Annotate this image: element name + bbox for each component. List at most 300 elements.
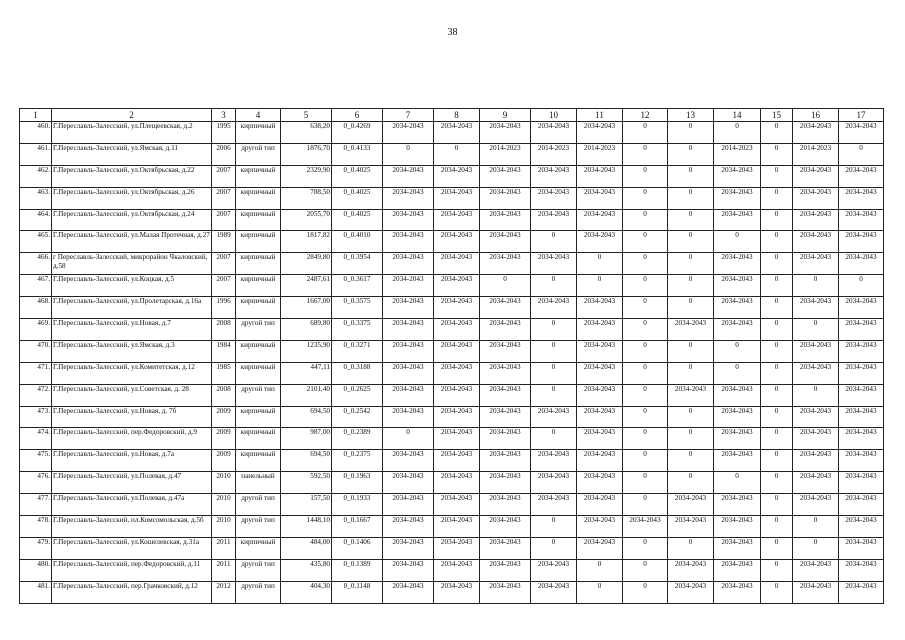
code-cell: 0_0.4025	[332, 187, 383, 209]
code-cell: 0_0.2389	[332, 428, 383, 450]
period-cell: 2034-2043	[434, 275, 480, 297]
period-cell: 2034-2043	[480, 559, 531, 581]
row-number: 477.	[20, 494, 52, 516]
wall-material-cell: другой тип	[236, 143, 281, 165]
period-cell: 2034-2043	[839, 187, 884, 209]
period-cell: 0	[623, 253, 668, 275]
period-cell: 0	[668, 428, 714, 450]
area-cell: 2055,70	[281, 209, 332, 231]
period-cell: 2034-2043	[480, 472, 531, 494]
address-cell: Г.Переславль-Залесский, ул.Малая Протечная, д.27	[52, 231, 212, 253]
period-cell: 0	[623, 187, 668, 209]
code-cell: 0_0.2375	[332, 450, 383, 472]
table-row	[20, 472, 884, 494]
period-cell: 2034-2043	[668, 319, 714, 341]
row-number: 478.	[20, 516, 52, 538]
area-cell: 2329,90	[281, 165, 332, 187]
column-header-1: 1	[20, 109, 52, 122]
wall-material-cell: кирпичный	[236, 297, 281, 319]
period-cell: 0	[761, 581, 793, 603]
period-cell: 2034-2043	[714, 516, 761, 538]
period-cell: 2034-2043	[434, 122, 480, 144]
row-number: 473.	[20, 406, 52, 428]
wall-material-cell: кирпичный	[236, 428, 281, 450]
year-cell: 1996	[212, 297, 236, 319]
column-header-7: 7	[383, 109, 434, 122]
period-cell: 2034-2043	[793, 406, 839, 428]
period-cell: 2034-2043	[668, 559, 714, 581]
table-row	[20, 406, 884, 428]
period-cell: 0	[531, 516, 577, 538]
period-cell: 2034-2043	[434, 494, 480, 516]
wall-material-cell: другой тип	[236, 516, 281, 538]
period-cell: 0	[761, 537, 793, 559]
period-cell: 0	[714, 340, 761, 362]
period-cell: 2034-2043	[577, 319, 623, 341]
period-cell: 0	[761, 406, 793, 428]
period-cell: 2034-2043	[577, 516, 623, 538]
period-cell: 2034-2043	[531, 165, 577, 187]
period-cell: 0	[577, 275, 623, 297]
period-cell: 2034-2043	[839, 559, 884, 581]
period-cell: 2034-2043	[383, 581, 434, 603]
period-cell: 0	[668, 275, 714, 297]
period-cell: 2034-2043	[383, 231, 434, 253]
table-row	[20, 537, 884, 559]
code-cell: 0_0.1933	[332, 494, 383, 516]
period-cell: 2034-2043	[839, 297, 884, 319]
period-cell: 0	[793, 384, 839, 406]
period-cell: 0	[668, 450, 714, 472]
period-cell: 2034-2043	[480, 165, 531, 187]
period-cell: 2034-2043	[793, 122, 839, 144]
period-cell: 2034-2043	[839, 472, 884, 494]
column-header-14: 14	[714, 109, 761, 122]
period-cell: 2034-2043	[839, 406, 884, 428]
wall-material-cell: кирпичный	[236, 187, 281, 209]
period-cell: 2034-2043	[383, 340, 434, 362]
address-cell: Г.Переславль-Залесский, ул.Плещеевская, д.2	[52, 122, 212, 144]
period-cell: 0	[623, 340, 668, 362]
period-cell: 0	[623, 209, 668, 231]
row-number: 469.	[20, 319, 52, 341]
period-cell: 2034-2043	[839, 362, 884, 384]
year-cell: 2011	[212, 559, 236, 581]
code-cell: 0_0.2542	[332, 406, 383, 428]
period-cell: 0	[761, 253, 793, 275]
row-number: 474.	[20, 428, 52, 450]
period-cell: 2034-2043	[793, 253, 839, 275]
period-cell: 2034-2043	[668, 384, 714, 406]
header-row	[20, 109, 884, 122]
period-cell: 2034-2043	[839, 340, 884, 362]
period-cell: 0	[623, 384, 668, 406]
period-cell: 2034-2043	[793, 559, 839, 581]
wall-material-cell: кирпичный	[236, 209, 281, 231]
period-cell: 0	[761, 187, 793, 209]
period-cell: 2034-2043	[793, 581, 839, 603]
period-cell: 2034-2043	[434, 406, 480, 428]
area-cell: 694,50	[281, 406, 332, 428]
address-cell: Г.Переславль-Залесский, ул.Пролетарская, д.16а	[52, 297, 212, 319]
period-cell: 2034-2043	[839, 537, 884, 559]
year-cell: 2009	[212, 406, 236, 428]
period-cell: 2034-2043	[714, 187, 761, 209]
period-cell: 2034-2043	[714, 450, 761, 472]
period-cell: 2034-2043	[480, 340, 531, 362]
period-cell: 0	[531, 537, 577, 559]
period-cell: 2034-2043	[714, 297, 761, 319]
period-cell: 2034-2043	[434, 297, 480, 319]
row-number: 463.	[20, 187, 52, 209]
area-cell: 1667,00	[281, 297, 332, 319]
row-number: 481.	[20, 581, 52, 603]
address-cell: Г.Переславль-Залесский, ул.Октябрьская, д.26	[52, 187, 212, 209]
period-cell: 2034-2043	[383, 450, 434, 472]
year-cell: 2010	[212, 472, 236, 494]
column-header-6: 6	[332, 109, 383, 122]
year-cell: 2011	[212, 537, 236, 559]
period-cell: 0	[531, 340, 577, 362]
period-cell: 2034-2043	[480, 516, 531, 538]
row-number: 464.	[20, 209, 52, 231]
period-cell: 2034-2043	[434, 581, 480, 603]
code-cell: 0_0.4269	[332, 122, 383, 144]
code-cell: 0_0.4010	[332, 231, 383, 253]
area-cell: 404,30	[281, 581, 332, 603]
period-cell: 0	[623, 297, 668, 319]
period-cell: 2034-2043	[793, 231, 839, 253]
period-cell: 2034-2043	[434, 231, 480, 253]
period-cell: 0	[623, 362, 668, 384]
period-cell: 2014-2023	[480, 143, 531, 165]
wall-material-cell: кирпичный	[236, 406, 281, 428]
period-cell: 2034-2043	[577, 384, 623, 406]
period-cell: 2034-2043	[480, 428, 531, 450]
table-row	[20, 165, 884, 187]
period-cell: 2034-2043	[714, 559, 761, 581]
period-cell: 2034-2043	[793, 165, 839, 187]
period-cell: 2034-2043	[839, 319, 884, 341]
period-cell: 0	[623, 428, 668, 450]
period-cell: 2034-2043	[480, 122, 531, 144]
area-cell: 435,80	[281, 559, 332, 581]
period-cell: 2034-2043	[668, 516, 714, 538]
period-cell: 2034-2043	[714, 253, 761, 275]
year-cell: 2010	[212, 494, 236, 516]
period-cell: 0	[623, 537, 668, 559]
row-number: 467.	[20, 275, 52, 297]
period-cell: 2014-2023	[577, 143, 623, 165]
period-cell: 2034-2043	[480, 537, 531, 559]
period-cell: 0	[623, 406, 668, 428]
period-cell: 2014-2023	[714, 143, 761, 165]
period-cell: 2034-2043	[480, 319, 531, 341]
year-cell: 1984	[212, 340, 236, 362]
period-cell: 0	[668, 537, 714, 559]
table-row	[20, 231, 884, 253]
period-cell: 2034-2043	[714, 165, 761, 187]
address-cell: Г.Переславль-Залесский, ул.Полевая, д.47а	[52, 494, 212, 516]
period-cell: 2034-2043	[480, 494, 531, 516]
wall-material-cell: кирпичный	[236, 253, 281, 275]
period-cell: 0	[577, 581, 623, 603]
period-cell: 0	[383, 428, 434, 450]
period-cell: 0	[668, 143, 714, 165]
table-row	[20, 319, 884, 341]
period-cell: 0	[714, 472, 761, 494]
period-cell: 0	[761, 362, 793, 384]
period-cell: 2034-2043	[577, 494, 623, 516]
address-cell: Г.Переславль-Залесский, ул.Комитетская, д.12	[52, 362, 212, 384]
column-header-16: 16	[793, 109, 839, 122]
area-cell: 1876,70	[281, 143, 332, 165]
wall-material-cell: другой тип	[236, 581, 281, 603]
period-cell: 2034-2043	[839, 253, 884, 275]
code-cell: 0_0.1148	[332, 581, 383, 603]
year-cell: 2009	[212, 450, 236, 472]
year-cell: 2007	[212, 275, 236, 297]
period-cell: 0	[793, 537, 839, 559]
period-cell: 0	[761, 143, 793, 165]
period-cell: 2034-2043	[434, 428, 480, 450]
period-cell: 2034-2043	[793, 450, 839, 472]
period-cell: 2034-2043	[793, 494, 839, 516]
period-cell: 2034-2043	[714, 406, 761, 428]
period-cell: 2034-2043	[383, 122, 434, 144]
row-number: 479.	[20, 537, 52, 559]
row-number: 465.	[20, 231, 52, 253]
page-number: 38	[447, 27, 458, 38]
row-number: 471.	[20, 362, 52, 384]
period-cell: 0	[623, 319, 668, 341]
table-row	[20, 516, 884, 538]
code-cell: 0_0.3271	[332, 340, 383, 362]
period-cell: 2034-2043	[480, 231, 531, 253]
address-cell: Г.Переславль-Залесский, ул.Новая, д. 7б	[52, 406, 212, 428]
period-cell: 0	[623, 450, 668, 472]
table-row	[20, 275, 884, 297]
period-cell: 0	[761, 559, 793, 581]
period-cell: 2034-2043	[531, 209, 577, 231]
year-cell: 2007	[212, 187, 236, 209]
period-cell: 2034-2043	[577, 362, 623, 384]
table-row	[20, 143, 884, 165]
wall-material-cell: другой тип	[236, 319, 281, 341]
address-cell: Г.Переславль-Залесский, ул.Новая, д.7	[52, 319, 212, 341]
period-cell: 0	[531, 428, 577, 450]
period-cell: 0	[623, 143, 668, 165]
column-header-4: 4	[236, 109, 281, 122]
period-cell: 2034-2043	[839, 384, 884, 406]
wall-material-cell: кирпичный	[236, 450, 281, 472]
period-cell: 2034-2043	[383, 406, 434, 428]
area-cell: 788,50	[281, 187, 332, 209]
address-cell: Г.Переславль-Залесский, пер.Грачковский, д.12	[52, 581, 212, 603]
period-cell: 2034-2043	[531, 297, 577, 319]
period-cell: 0	[839, 275, 884, 297]
period-cell: 2034-2043	[793, 428, 839, 450]
period-cell: 0	[793, 319, 839, 341]
table-row	[20, 340, 884, 362]
year-cell: 2007	[212, 209, 236, 231]
column-header-17: 17	[839, 109, 884, 122]
period-cell: 2034-2043	[434, 253, 480, 275]
year-cell: 1985	[212, 362, 236, 384]
period-cell: 2034-2043	[839, 428, 884, 450]
period-cell: 0	[668, 472, 714, 494]
code-cell: 0_0.4025	[332, 165, 383, 187]
period-cell: 0	[761, 275, 793, 297]
table-row	[20, 187, 884, 209]
area-cell: 2849,80	[281, 253, 332, 275]
period-cell: 2034-2043	[531, 122, 577, 144]
wall-material-cell: панельный	[236, 472, 281, 494]
address-cell: Г.Переславль-Залесский, ул.Октябрьская, д.24	[52, 209, 212, 231]
year-cell: 2006	[212, 143, 236, 165]
period-cell: 2034-2043	[434, 209, 480, 231]
year-cell: 2007	[212, 165, 236, 187]
area-cell: 2487,61	[281, 275, 332, 297]
wall-material-cell: кирпичный	[236, 362, 281, 384]
address-cell: Г.Переславль-Залесский, пер.Федоровский, д.9	[52, 428, 212, 450]
area-cell: 1448,10	[281, 516, 332, 538]
period-cell: 2034-2043	[577, 340, 623, 362]
code-cell: 0_0.1406	[332, 537, 383, 559]
period-cell: 0	[668, 231, 714, 253]
address-cell: Г.Переславль-Залесский, ул.Советская, д. 28	[52, 384, 212, 406]
table-row	[20, 122, 884, 144]
period-cell: 0	[714, 231, 761, 253]
period-cell: 0	[761, 384, 793, 406]
period-cell: 0	[761, 450, 793, 472]
wall-material-cell: кирпичный	[236, 537, 281, 559]
housing-registry-table	[19, 108, 884, 604]
year-cell: 2009	[212, 428, 236, 450]
column-header-9: 9	[480, 109, 531, 122]
code-cell: 0_0.3375	[332, 319, 383, 341]
area-cell: 2101,40	[281, 384, 332, 406]
wall-material-cell: кирпичный	[236, 340, 281, 362]
period-cell: 0	[668, 209, 714, 231]
period-cell: 0	[761, 472, 793, 494]
period-cell: 2034-2043	[383, 494, 434, 516]
period-cell: 2034-2043	[577, 122, 623, 144]
period-cell: 2034-2043	[668, 494, 714, 516]
table-row	[20, 209, 884, 231]
period-cell: 0	[839, 143, 884, 165]
period-cell: 2034-2043	[839, 209, 884, 231]
period-cell: 2034-2043	[577, 231, 623, 253]
wall-material-cell: другой тип	[236, 384, 281, 406]
column-header-13: 13	[668, 109, 714, 122]
period-cell: 2034-2043	[480, 581, 531, 603]
address-cell: г Переславль-Залесский, микрорайон Чкаловский, д.58	[52, 253, 212, 275]
period-cell: 0	[761, 297, 793, 319]
period-cell: 0	[761, 319, 793, 341]
period-cell: 2034-2043	[434, 559, 480, 581]
year-cell: 2008	[212, 319, 236, 341]
period-cell: 2034-2043	[383, 209, 434, 231]
code-cell: 0_0.3188	[332, 362, 383, 384]
table-row	[20, 253, 884, 275]
wall-material-cell: кирпичный	[236, 165, 281, 187]
code-cell: 0_0.3575	[332, 297, 383, 319]
period-cell: 2034-2043	[383, 253, 434, 275]
period-cell: 2034-2043	[434, 384, 480, 406]
row-number: 475.	[20, 450, 52, 472]
table-row	[20, 494, 884, 516]
column-header-8: 8	[434, 109, 480, 122]
period-cell: 2034-2043	[434, 450, 480, 472]
period-cell: 2034-2043	[434, 537, 480, 559]
column-header-3: 3	[212, 109, 236, 122]
column-header-11: 11	[577, 109, 623, 122]
code-cell: 0_0.4025	[332, 209, 383, 231]
table-row	[20, 297, 884, 319]
area-cell: 638,20	[281, 122, 332, 144]
period-cell: 2034-2043	[577, 165, 623, 187]
period-cell: 2034-2043	[793, 209, 839, 231]
period-cell: 2034-2043	[577, 297, 623, 319]
period-cell: 0	[761, 494, 793, 516]
period-cell: 0	[668, 340, 714, 362]
area-cell: 157,50	[281, 494, 332, 516]
period-cell: 0	[383, 143, 434, 165]
period-cell: 2034-2043	[531, 406, 577, 428]
period-cell: 2034-2043	[577, 428, 623, 450]
period-cell: 2034-2043	[793, 297, 839, 319]
period-cell: 0	[577, 559, 623, 581]
address-cell: Г.Переславль-Залесский, пл.Комсомольская, д.5б	[52, 516, 212, 538]
period-cell: 2034-2043	[383, 472, 434, 494]
period-cell: 0	[668, 297, 714, 319]
period-cell: 0	[623, 275, 668, 297]
table-body	[20, 122, 884, 604]
period-cell: 2034-2043	[668, 581, 714, 603]
period-cell: 2014-2023	[793, 143, 839, 165]
period-cell: 0	[793, 516, 839, 538]
period-cell: 2034-2043	[714, 319, 761, 341]
column-header-10: 10	[531, 109, 577, 122]
period-cell: 0	[480, 275, 531, 297]
period-cell: 0	[714, 362, 761, 384]
period-cell: 2034-2043	[714, 494, 761, 516]
period-cell: 0	[623, 494, 668, 516]
period-cell: 2034-2043	[577, 209, 623, 231]
period-cell: 0	[434, 143, 480, 165]
row-number: 476.	[20, 472, 52, 494]
year-cell: 1995	[212, 122, 236, 144]
table-row	[20, 559, 884, 581]
period-cell: 2034-2043	[839, 231, 884, 253]
period-cell: 2034-2043	[531, 253, 577, 275]
year-cell: 1989	[212, 231, 236, 253]
period-cell: 2034-2043	[383, 537, 434, 559]
column-header-5: 5	[281, 109, 332, 122]
address-cell: Г.Переславль-Залесский, пер.Федоровский, д.11	[52, 559, 212, 581]
period-cell: 2034-2043	[383, 297, 434, 319]
period-cell: 2034-2043	[480, 187, 531, 209]
period-cell: 0	[623, 559, 668, 581]
wall-material-cell: кирпичный	[236, 122, 281, 144]
area-cell: 1817,82	[281, 231, 332, 253]
wall-material-cell: другой тип	[236, 559, 281, 581]
period-cell: 2034-2043	[839, 122, 884, 144]
wall-material-cell: кирпичный	[236, 275, 281, 297]
period-cell: 2034-2043	[434, 472, 480, 494]
row-number: 472.	[20, 384, 52, 406]
